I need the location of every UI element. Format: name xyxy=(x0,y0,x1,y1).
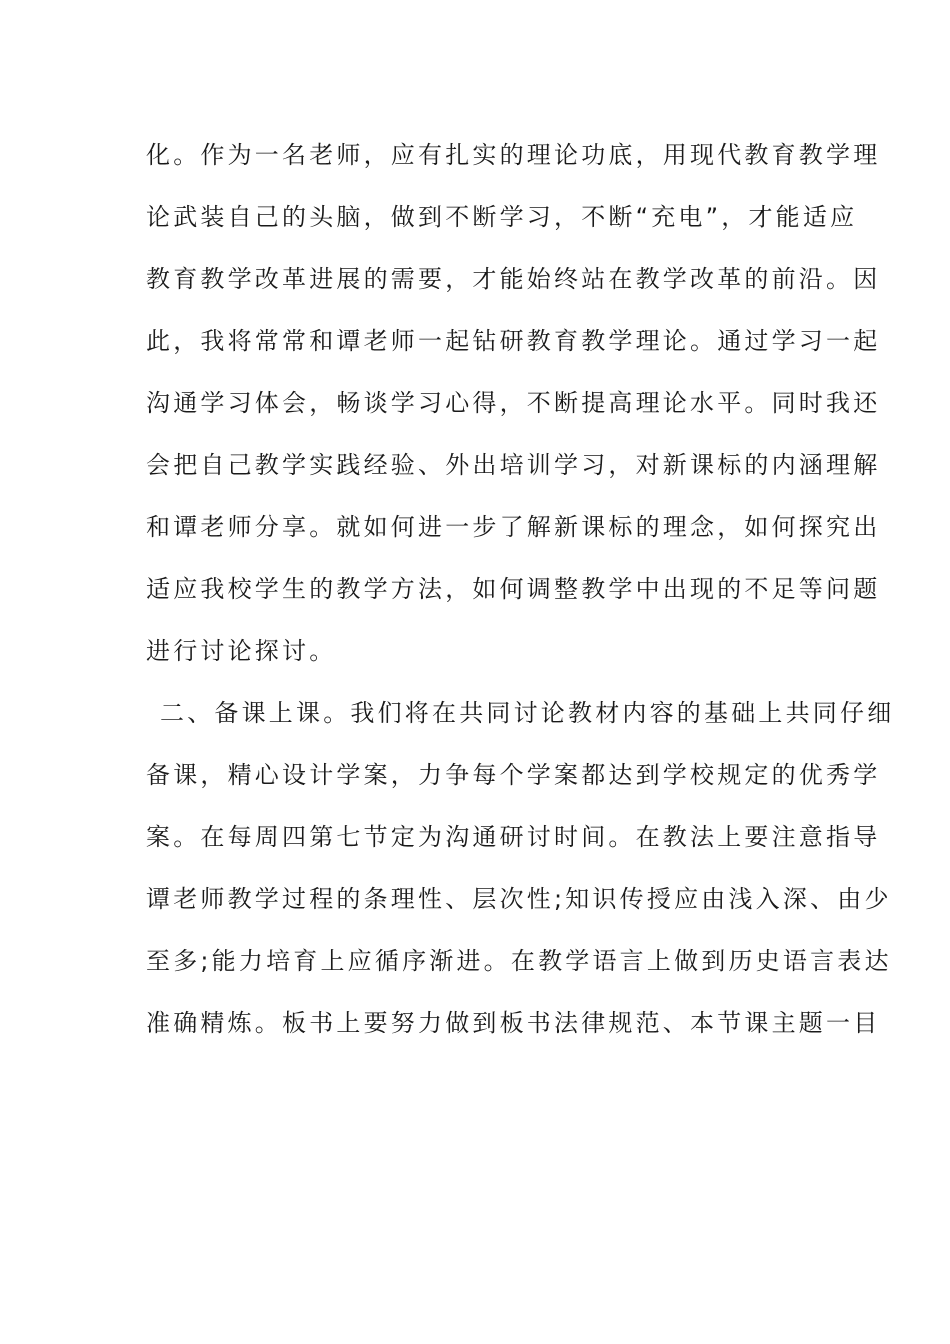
text-line: 沟通学习体会，畅谈学习心得，不断提高理论水平。同时我还 xyxy=(146,389,881,417)
text-line: 此，我将常常和谭老师一起钻研教育教学理论。通过学习一起 xyxy=(146,327,881,355)
text-line: 会把自己教学实践经验、外出培训学习，对新课标的内涵理解 xyxy=(146,451,881,479)
text-line: 进行讨论探讨。 xyxy=(146,637,337,665)
text-line: 适应我校学生的教学方法，如何调整教学中出现的不足等问题 xyxy=(146,575,881,603)
text-line: 谭老师教学过程的条理性、层次性;知识传授应由浅入深、由少 xyxy=(146,885,892,913)
text-line: 至多;能力培育上应循序渐进。在教学语言上做到历史语言表达 xyxy=(146,947,892,975)
text-line: 案。在每周四第七节定为沟通研讨时间。在教法上要注意指导 xyxy=(146,823,881,851)
text-line: 和谭老师分享。就如何进一步了解新课标的理念，如何探究出 xyxy=(146,513,881,541)
text-line: 化。作为一名老师，应有扎实的理论功底，用现代教育教学理 xyxy=(146,141,881,169)
text-line: 论武装自己的头脑，做到不断学习，不断“充电”，才能适应 xyxy=(146,203,858,231)
text-line: 备课，精心设计学案，力争每个学案都达到学校规定的优秀学 xyxy=(146,761,881,789)
text-line: 教育教学改革进展的需要，才能始终站在教学改革的前沿。因 xyxy=(146,265,881,293)
body-text xyxy=(146,124,895,1054)
text-line: 准确精炼。板书上要努力做到板书法律规范、本节课主题一目 xyxy=(146,1009,881,1037)
section-heading-line: 二、备课上课。我们将在共同讨论教材内容的基础上共同仔细 xyxy=(160,699,895,727)
